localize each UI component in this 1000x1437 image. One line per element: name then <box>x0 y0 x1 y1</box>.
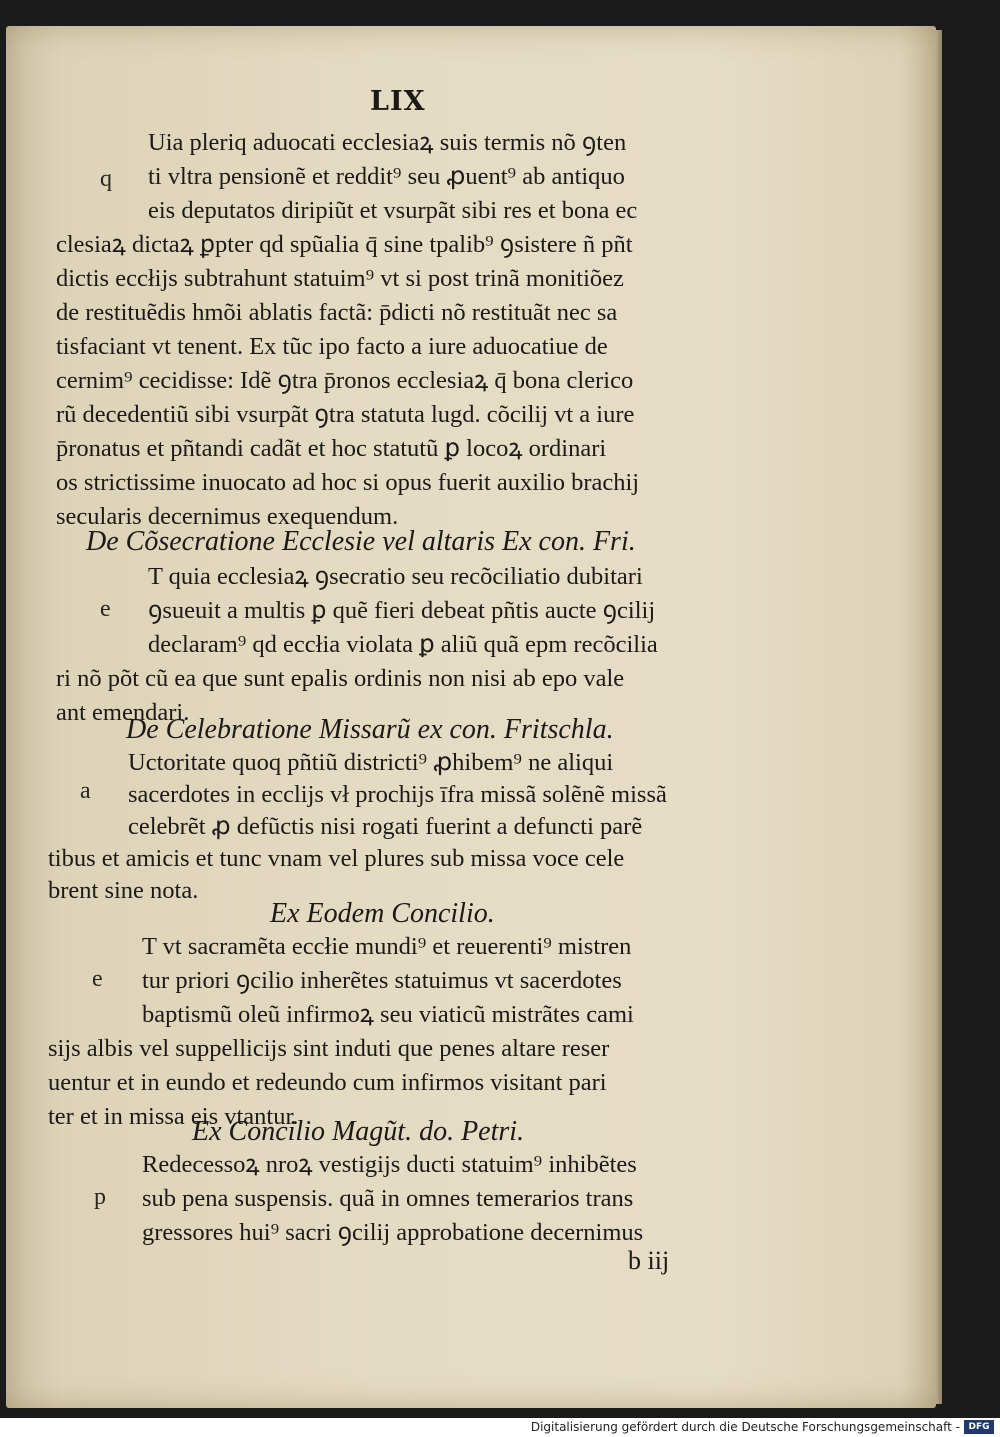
text-line: sijs albis vel suppellicijs sint induti que penes altare reser <box>48 1035 610 1062</box>
footer-credit: Digitalisierung gefördert durch die Deutsche Forschungsgemeinschaft - <box>530 1420 960 1434</box>
text-line: celebrẽt ꝓ defũctis nisi rogati fuerint a defuncti parẽ <box>128 813 643 840</box>
text-line: ti vltra pensionẽ et reddit⁹ seu ꝓuent⁹ ab antiquo <box>148 163 625 190</box>
text-line: ri nõ põt cũ ea que sunt epalis ordinis non nisi ab epo vale <box>56 665 625 692</box>
signature-mark: b iij <box>628 1246 670 1275</box>
text-line: tisfaciant vt tenent. Ex tũc ipo facto a iure aduocatiue de <box>56 333 608 360</box>
text-line: T quia ecclesiaꝝ ꝯsecratio seu recõciliatio dubitari <box>148 563 643 590</box>
text-line: tur priori ꝯcilio inherẽtes statuimus vt sacerdotes <box>142 967 622 994</box>
text-line: T vt sacramẽta eccłie mundi⁹ et reuerenti⁹ mistren <box>142 933 632 960</box>
guide-letter: e <box>92 966 103 992</box>
dfg-logo: DFG <box>964 1420 994 1434</box>
text-line: Redecessoꝝ nroꝝ vestigijs ducti statuim⁹ inhibẽtes <box>142 1151 637 1178</box>
text-line: ant emendari. <box>56 699 190 726</box>
text-line: gressores hui⁹ sacri ꝯcilij approbatione decernimus <box>142 1219 644 1246</box>
text-line: ter et in missa eis vtantur. <box>48 1103 299 1130</box>
guide-letter: e <box>100 596 111 622</box>
section-heading: Ex Eodem Concilio. <box>270 898 495 929</box>
text-line: ꝯsueuit a multis ꝑ quẽ fieri debeat pñtis aucte ꝯcilij <box>148 597 656 624</box>
text-line: declaram⁹ qd eccłia violata ꝑ aliũ quã epm recõcilia <box>148 631 658 658</box>
text-line: sub pena suspensis. quã in omnes temerarios trans <box>142 1185 634 1212</box>
guide-letter: p <box>94 1184 106 1210</box>
guide-letter: a <box>80 778 91 804</box>
text-line: secularis decernimus exequendum. <box>56 503 399 530</box>
text-line: dictis eccłijs subtrahunt statuim⁹ vt si post trinã monitiõez <box>56 265 624 292</box>
text-line: eis deputatos diripiũt et vsurpãt sibi res et bona ec <box>148 197 638 224</box>
text-line: tibus et amicis et tunc vnam vel plures sub missa voce cele <box>48 845 625 872</box>
text-line: p̄ronatus et pñtandi cadãt et hoc statutũ ꝑ locoꝝ ordinari <box>56 435 607 462</box>
section-heading: De Celebratione Missarũ ex con. Fritschla. <box>126 714 614 745</box>
text-line: brent sine nota. <box>48 877 199 904</box>
text-line: baptismũ oleũ infirmoꝝ seu viaticũ mistrãtes cami <box>142 1001 634 1028</box>
section-heading: Ex Concilio Magũt. do. Petri. <box>192 1116 525 1147</box>
text-line: Uia pleriq aduocati ecclesiaꝝ suis termis nõ ꝯten <box>148 129 627 156</box>
text-line: os strictissime inuocato ad hoc si opus fuerit auxilio brachij <box>56 469 640 496</box>
text-line: cernim⁹ cecidisse: Idẽ ꝯtra p̄ronos ecclesiaꝝ q̄ bona clerico <box>56 367 634 394</box>
guide-letter: q <box>100 166 112 192</box>
text-line: clesiaꝝ dictaꝝ ꝑpter qd spũalia q̄ sine tpalib⁹ ꝯsistere ñ pñt <box>56 231 633 258</box>
folio-number: LIX <box>370 86 426 117</box>
section-heading: De Cõsecratione Ecclesie vel altaris Ex con. Fri. <box>86 526 636 557</box>
text-line: uentur et in eundo et redeundo cum infirmos visitant pari <box>48 1069 607 1096</box>
text-line: de restituẽdis hmõi ablatis factã: p̄dicti nõ restituãt nec sa <box>56 299 618 326</box>
text-line: sacerdotes in ecclijs vł prochijs īfra missã solẽnẽ missã <box>128 781 667 808</box>
text-line: rũ decedentiũ sibi vsurpãt ꝯtra statuta lugd. cõcilij vt a iure <box>56 401 635 428</box>
text-line: Uctoritate quoq pñtiũ districti⁹ ꝓhibem⁹ ne aliqui <box>128 749 614 776</box>
footer-bar <box>0 1418 1000 1437</box>
page-edge <box>936 30 942 1404</box>
